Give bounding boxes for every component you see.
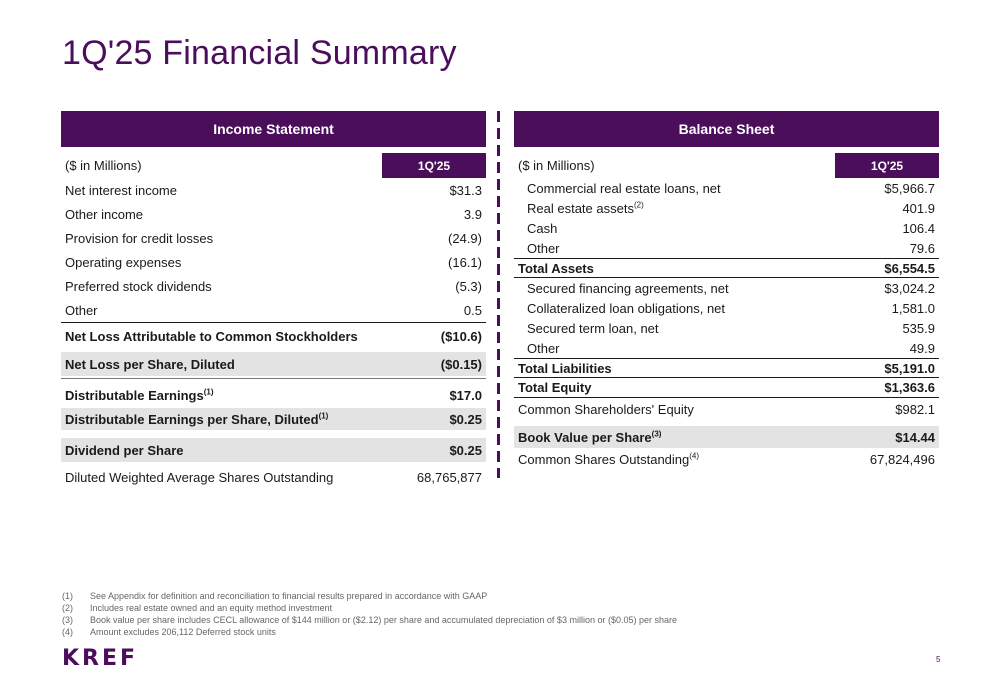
balance-column-header [514, 153, 939, 178]
kref-logo: KREF [62, 646, 139, 671]
dividend-per-share-row: Dividend per Share $0.25 [61, 438, 486, 462]
income-row: Preferred stock dividends (5.3) [65, 278, 482, 294]
footnote-ref: (1) [318, 411, 329, 421]
balance-row: Collateralized loan obligations, net 1,581.0 [527, 300, 935, 316]
panel-divider [497, 111, 500, 478]
total-assets-row: Total Assets $6,554.5 [514, 258, 939, 278]
income-period-badge: 1Q'25 [382, 153, 486, 178]
income-column-header [61, 153, 486, 178]
footnote-ref: (2) [633, 200, 644, 210]
footnotes [62, 590, 677, 638]
footnote-ref: (4) [689, 451, 700, 461]
distributable-earnings-row: Distributable Earnings$^{(1)}$ $17.0 [61, 378, 486, 408]
common-equity-row: Common Shareholders' Equity $982.1 [518, 401, 935, 417]
income-row: Other 0.5 [65, 302, 482, 318]
shares-outstanding-row: Diluted Weighted Average Shares Outstanding 68,765,877 [65, 469, 482, 485]
income-row: Other income 3.9 [65, 206, 482, 222]
total-liabilities-row: Total Liabilities $5,191.0 [514, 358, 939, 378]
balance-row: Other 79.6 [527, 240, 935, 256]
balance-row: Real estate assets$^{(2)}$ 401.9 [527, 200, 935, 216]
income-statement-header: Income Statement [61, 111, 486, 147]
balance-row: Other 49.9 [527, 340, 935, 356]
balance-row: Secured term loan, net 535.9 [527, 320, 935, 336]
page-number: 5 [936, 655, 941, 664]
total-equity-row: Total Equity $1,363.6 [514, 378, 939, 398]
balance-units-label: ($ in Millions) [518, 158, 595, 173]
balance-row: Cash 106.4 [527, 220, 935, 236]
footnote: (4) Amount excludes 206,112 Deferred stock units [62, 627, 276, 637]
book-value-row: Book Value per Share$^{(3)}$ $14.44 [514, 426, 939, 448]
income-units-label: ($ in Millions) [65, 158, 142, 173]
footnote: (3) Book value per share includes CECL allowance of $144 million or ($2.12) per share and accumulated depreciation of $3 million or ($0.05) per share [62, 615, 677, 625]
footnote: (1) See Appendix for definition and reconciliation to financial results prepared in accordance with GAAP [62, 591, 488, 601]
footnote-ref: (3) [651, 429, 662, 439]
balance-sheet-header: Balance Sheet [514, 111, 939, 147]
footnote-ref: (1) [203, 387, 214, 397]
income-row: Net interest income $31.3 [65, 182, 482, 198]
income-row: Provision for credit losses (24.9) [65, 230, 482, 246]
balance-row: Secured financing agreements, net $3,024.2 [527, 280, 935, 296]
balance-period-badge: 1Q'25 [835, 153, 939, 178]
income-row: Operating expenses (16.1) [65, 254, 482, 270]
net-loss-per-share-row: Net Loss per Share, Diluted ($0.15) [61, 352, 486, 376]
de-per-share-row: Distributable Earnings per Share, Diluted$^{(1)}$ $0.25 [61, 408, 486, 430]
balance-row: Commercial real estate loans, net $5,966.7 [527, 180, 935, 196]
balance-sheet-panel [514, 111, 939, 470]
income-statement-panel [61, 111, 486, 490]
net-loss-row: Net Loss Attributable to Common Stockholders ($10.6) [61, 322, 486, 350]
page-title: 1Q'25 Financial Summary [62, 34, 457, 72]
footnote: (2) Includes real estate owned and an equity method investment [62, 603, 333, 613]
common-shares-row: Common Shares Outstanding$^{(4)}$ 67,824,496 [518, 451, 935, 467]
